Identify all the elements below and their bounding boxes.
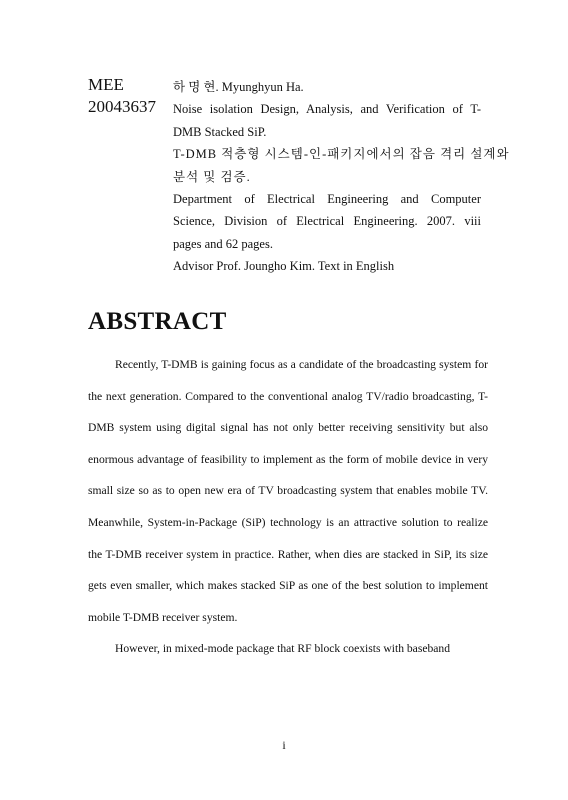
abstract-heading: ABSTRACT <box>88 308 227 335</box>
abstract-body <box>88 349 488 665</box>
title-kr-line-1: T-DMB 적층형 시스템-인-패키지에서의 잡음 격리 설계와 <box>173 147 510 162</box>
department-line-2: Science, Division of Electrical Engineering. 2007. viii <box>173 214 481 229</box>
title-kr-line-2: 분석 및 검증. <box>173 169 251 184</box>
advisor-line: Advisor Prof. Joungho Kim. Text in English <box>173 259 395 274</box>
student-id: 20043637 <box>88 97 156 116</box>
abstract-paragraph-1: Recently, T-DMB is gaining focus as a candidate of the broadcasting system for the next generation. Compared to the conventional analog TV/radio broadcasting, T-DMB system using digital signal has not only better receiving sensitivity but also enormous advantage of feasibility to implement as the form of mobile device in very small size so as to open new era of TV broadcasting system that enables mobile TV. Meanwhile, System-in-Package (SiP) technology is an attractive solution to realize the T-DMB receiver system in practice. Rather, when dies are stacked in SiP, its size gets even smaller, which makes stacked SiP as one of the best solution to implement mobile T-DMB receiver system. <box>88 358 488 624</box>
thesis-metadata <box>173 76 510 278</box>
department-line-1: Department of Electrical Engineering and Computer <box>173 192 481 207</box>
dept-code: MEE <box>88 75 124 94</box>
pages-line: pages and 62 pages. <box>173 236 273 251</box>
abstract-paragraph-2: However, in mixed-mode package that RF block coexists with baseband <box>115 642 451 656</box>
page-number: i <box>282 738 286 752</box>
author-line: 하 명 현. Myunghyun Ha. <box>173 80 304 94</box>
title-en-line-2: DMB Stacked SiP. <box>173 124 267 139</box>
title-en-line-1: Noise isolation Design, Analysis, and Verification of T- <box>173 102 481 117</box>
header-codes <box>88 74 156 118</box>
